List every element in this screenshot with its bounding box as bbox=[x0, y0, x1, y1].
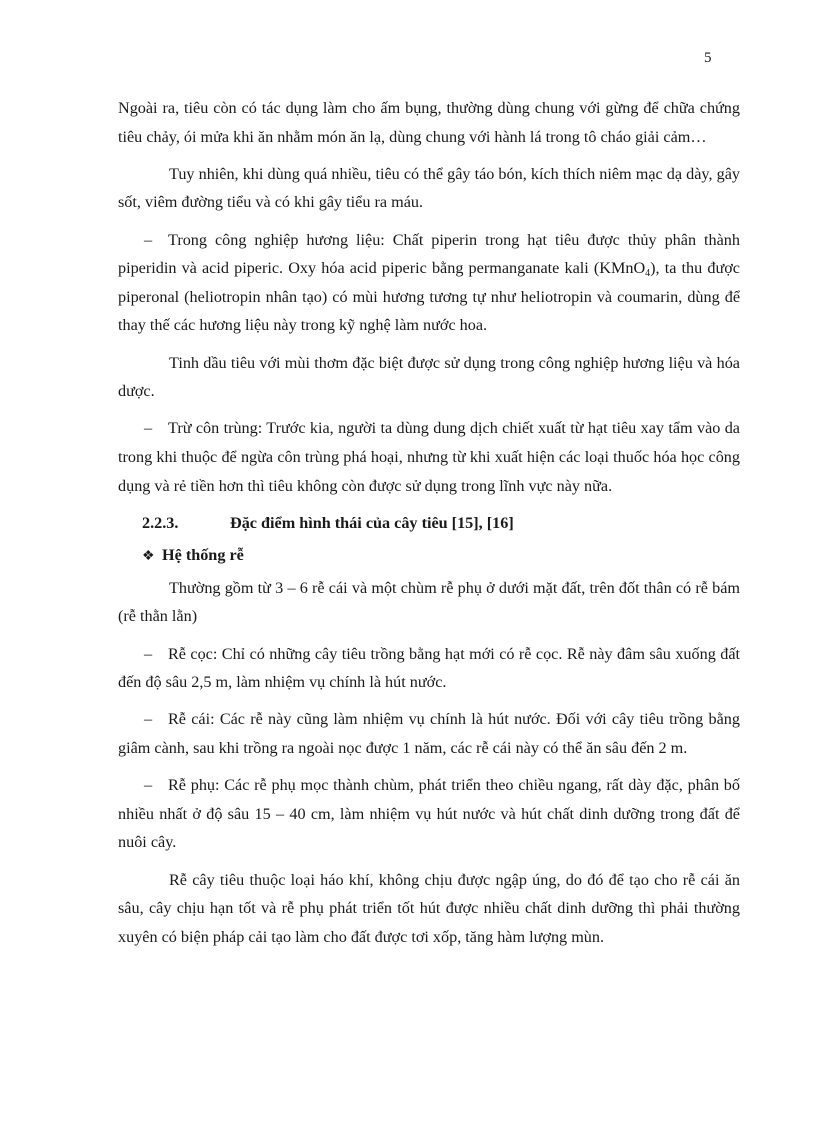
insect-text: Trừ côn trùng: Trước kia, người ta dùng dung dịch chiết xuất từ hạt tiêu xay tẩm vào da trong khi thuộc để ngừa côn trùng phá hoại, nhưng từ khi xuất hiện các loại thuốc hóa học công dụng và rẻ tiền hơn thì tiêu không còn được sử dụng trong lĩnh vực này nữa. bbox=[118, 419, 740, 495]
subsection-heading bbox=[118, 541, 740, 572]
bullet-dash: – bbox=[144, 644, 153, 663]
paragraph-side-effects: Tuy nhiên, khi dùng quá nhiều, tiêu có thể gây táo bón, kích thích niêm mạc dạ dày, gây sốt, viêm đường tiểu và có khi gây tiểu ra máu. bbox=[118, 164, 740, 212]
subsection-title: Hệ thống rễ bbox=[162, 546, 244, 565]
page-number: 5 bbox=[704, 50, 712, 66]
bullet-insect-repellent bbox=[118, 414, 740, 500]
bullet-secondary-roots bbox=[118, 771, 740, 857]
bullet-main-roots bbox=[118, 705, 740, 762]
diamond-bullet-icon: ❖ bbox=[142, 549, 155, 565]
bullet-dash: – bbox=[144, 710, 153, 729]
section-heading bbox=[118, 509, 740, 538]
bullet-dash: – bbox=[144, 419, 153, 438]
document-body bbox=[118, 94, 740, 960]
subscript-4: 4 bbox=[645, 268, 651, 280]
paragraph-essential-oil: Tinh dầu tiêu với mùi thơm đặc biệt được sử dụng trong công nghiệp hương liệu và hóa dược. bbox=[118, 353, 740, 401]
paragraph-root-overview: Thường gồm từ 3 – 6 rễ cái và một chùm rễ phụ ở dưới mặt đất, trên đốt thân có rễ bám (rễ thằn lằn) bbox=[118, 578, 740, 626]
fragrance-text-part1: Trong công nghiệp hương liệu: Chất piperin trong hạt tiêu được thủy phân thành piperidin và acid piperic. Oxy hóa acid piperic bằng permanganate kali (KMnO bbox=[118, 230, 740, 278]
bullet-taproot bbox=[118, 640, 740, 697]
paragraph-usage-digestion: Ngoài ra, tiêu còn có tác dụng làm cho ấm bụng, thường dùng chung với gừng để chữa chứng tiêu chảy, ói mửa khi ăn nhằm món ăn lạ, dùng chung với hành lá trong tô cháo giải cảm… bbox=[118, 99, 740, 146]
bullet-fragrance-industry bbox=[118, 226, 740, 340]
secondary-roots-text: Rễ phụ: Các rễ phụ mọc thành chùm, phát triển theo chiều ngang, rất dày đặc, phân bố nhiều nhất ở độ sâu 15 – 40 cm, làm nhiệm vụ hút nước và hút chất dinh dưỡng trong đất để nuôi cây. bbox=[118, 776, 740, 852]
taproot-text: Rễ cọc: Chỉ có những cây tiêu trồng bằng hạt mới có rễ cọc. Rễ này đâm sâu xuống đất đến độ sâu 2,5 m, làm nhiệm vụ chính là hút nước. bbox=[118, 644, 740, 692]
main-roots-text: Rễ cái: Các rễ này cũng làm nhiệm vụ chính là hút nước. Đối với cây tiêu trồng bằng giâm cành, sau khi trồng ra ngoài nọc được 1 năm, các rễ cái này có thể ăn sâu đến 2 m. bbox=[118, 710, 740, 758]
section-title: Đặc điểm hình thái của cây tiêu [15], [16] bbox=[230, 513, 514, 532]
paragraph-root-care: Rễ cây tiêu thuộc loại háo khí, không chịu được ngập úng, do đó để tạo cho rễ cái ăn sâu, cây chịu hạn tốt và rễ phụ phát triển tốt hút được nhiều chất dinh dưỡng thì phải thường xuyên có biện pháp cải tạo làm cho đất được tơi xốp, tăng hàm lượng mùn. bbox=[118, 870, 740, 946]
bullet-dash: – bbox=[144, 776, 153, 795]
bullet-dash: – bbox=[144, 230, 153, 249]
fragrance-text-part2: ), ta thu được piperonal (heliotropin nhân tạo) có mùi hương tương tự như heliotropin và coumarin, dùng để thay thế các hương liệu này trong kỹ nghệ làm nước hoa. bbox=[118, 259, 740, 335]
section-number: 2.2.3. bbox=[142, 513, 179, 532]
